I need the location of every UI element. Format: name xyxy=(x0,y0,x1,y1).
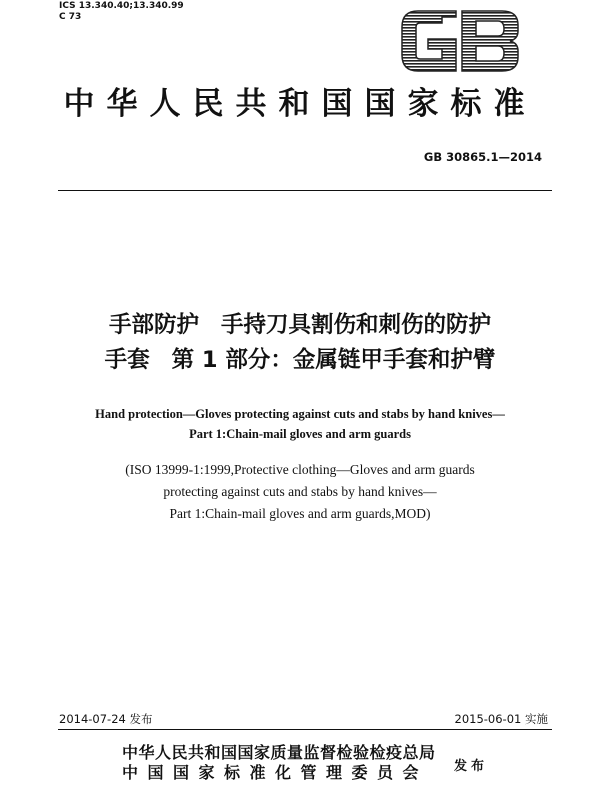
english-title-line-1: Hand protection—Gloves protecting against cuts and stabs by hand knives— xyxy=(95,407,505,421)
issue-label: 发布 xyxy=(454,759,489,774)
bottom-divider xyxy=(58,729,552,730)
ccs-code: C 73 xyxy=(59,12,82,22)
english-title-line-2: Part 1:Chain-mail gloves and arm guards xyxy=(189,427,411,441)
ics-code: ICS 13.340.40;13.340.99 xyxy=(59,1,184,11)
top-divider xyxy=(58,190,552,191)
publish-date: 2014-07-24 发布 xyxy=(59,712,153,726)
iso-reference-line-1: (ISO 13999-1:1999,Protective clothing—Gloves and arm guards xyxy=(125,462,475,477)
standard-title: 中华人民共和国国家标准 xyxy=(63,86,537,121)
chinese-title-part: 第 1 部分：金属链甲手套和护臂 xyxy=(171,347,496,373)
gb-logo-icon xyxy=(398,9,522,73)
iso-reference-line-3: Part 1:Chain-mail gloves and arm guards,MOD) xyxy=(169,506,431,521)
standard-number: GB 30865.1—2014 xyxy=(423,150,542,164)
issuer-sac: 中国国家标准化管理委员会 xyxy=(122,763,429,782)
iso-reference-line-2: protecting against cuts and stabs by hand knives— xyxy=(163,484,437,499)
chinese-title-line-1 xyxy=(0,309,600,341)
implementation-date: 2015-06-01 实施 xyxy=(454,712,548,726)
chinese-title-part: 手持刀具割伤和刺伤的防护 xyxy=(221,312,492,338)
chinese-title-part: 手部防护 xyxy=(108,312,199,338)
chinese-title-part: 手套 xyxy=(104,347,150,373)
issuer-aqsiq: 中华人民共和国国家质量监督检验检疫总局 xyxy=(122,743,436,762)
chinese-title-line-2 xyxy=(0,344,600,376)
gb-logo xyxy=(398,9,522,73)
